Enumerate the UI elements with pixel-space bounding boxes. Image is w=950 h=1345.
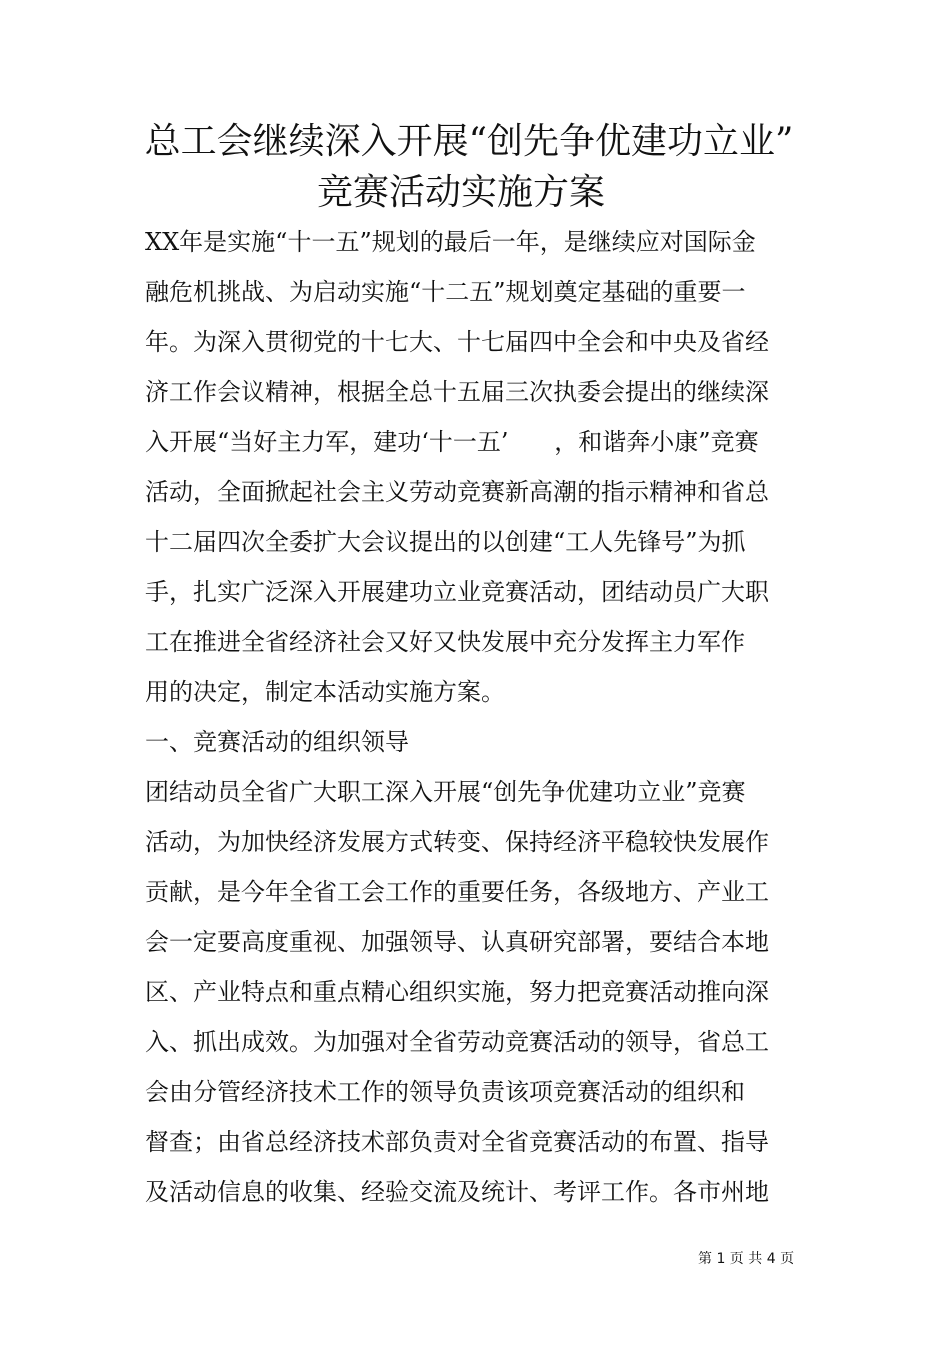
body-line: 活动，为加快经济发展方式转变、保持经济平稳较快发展作	[145, 828, 769, 856]
body-line: 工在推进全省经济社会又好又快发展中充分发挥主力军作	[145, 628, 745, 656]
body-line: 贡献，是今年全省工会工作的重要任务，各级地方、产业工	[145, 878, 769, 906]
body-line: 用的决定，制定本活动实施方案。	[145, 678, 505, 706]
body-line: 入开展“当好主力军，建功‘十一五’ ，和谐奔小康”竞赛	[145, 428, 759, 456]
body-line: 济工作会议精神，根据全总十五届三次执委会提出的继续深	[145, 378, 769, 406]
body-line: 十二届四次全委扩大会议提出的以创建“工人先锋号”为抓	[145, 528, 746, 556]
body-line: 活动，全面掀起社会主义劳动竞赛新高潮的指示精神和省总	[145, 478, 769, 506]
document-title-line-2: 竞赛活动实施方案	[316, 172, 605, 213]
document-title-line-1: 总工会继续深入开展“创先争优建功立业”	[144, 121, 794, 162]
section-heading: 一、竞赛活动的组织领导	[145, 728, 409, 756]
body-line: 融危机挑战、为启动实施“十二五”规划奠定基础的重要一	[145, 278, 746, 306]
page-number-footer: 第 1 页 共 4 页	[698, 1251, 795, 1267]
body-line: 区、产业特点和重点精心组织实施，努力把竞赛活动推向深	[145, 978, 769, 1006]
body-line: 团结动员全省广大职工深入开展“创先争优建功立业”竞赛	[145, 778, 746, 806]
body-line: 手，扎实广泛深入开展建功立业竞赛活动，团结动员广大职	[145, 578, 769, 606]
body-line: 会由分管经济技术工作的领导负责该项竞赛活动的组织和	[145, 1078, 745, 1106]
body-line: 年。为深入贯彻党的十七大、十七届四中全会和中央及省经	[145, 328, 769, 356]
body-line: XX年是实施“十一五”规划的最后一年，是继续应对国际金	[145, 228, 756, 256]
body-line: 入、抓出成效。为加强对全省劳动竞赛活动的领导，省总工	[145, 1028, 769, 1056]
body-line: 督查；由省总经济技术部负责对全省竞赛活动的布置、指导	[145, 1128, 769, 1156]
document-body	[145, 222, 805, 1222]
body-line: 会一定要高度重视、加强领导、认真研究部署，要结合本地	[145, 928, 769, 956]
body-line: 及活动信息的收集、经验交流及统计、考评工作。各市州地	[145, 1178, 769, 1206]
